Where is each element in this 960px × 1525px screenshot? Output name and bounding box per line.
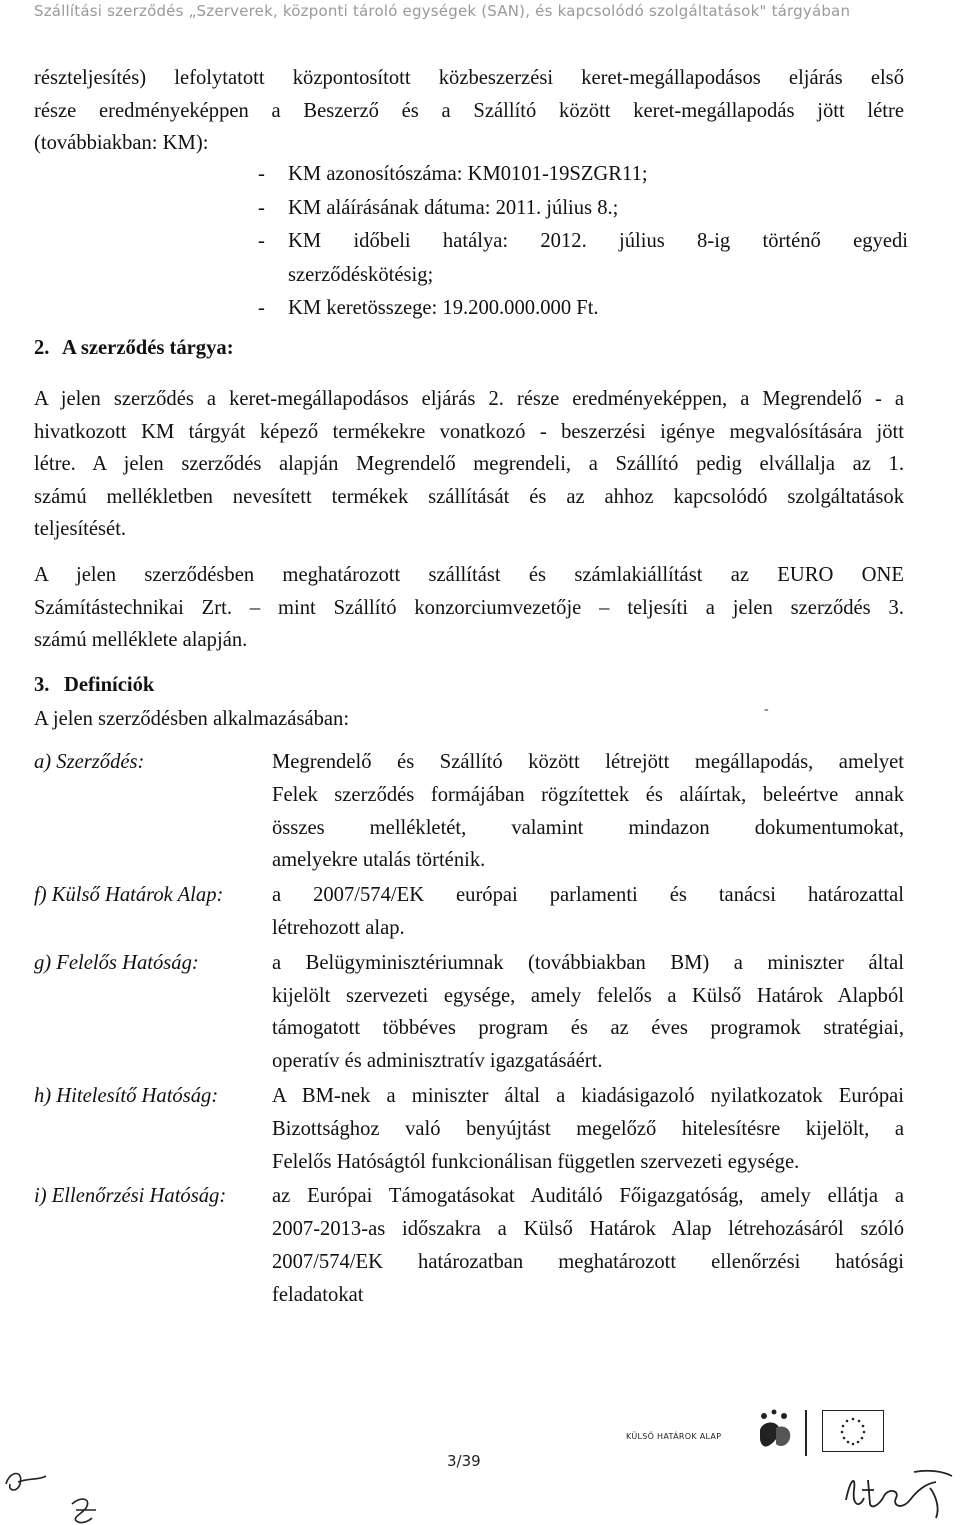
signature-right — [840, 1460, 958, 1524]
intro-paragraph — [34, 62, 904, 160]
section-title: Definíciók — [64, 674, 155, 696]
km-amount-text: KM keretösszege: 19.200.000.000 Ft. — [288, 297, 599, 319]
definition-description — [272, 947, 904, 1078]
km-validity-item — [258, 225, 908, 292]
definition-term: g) Felelős Hatóság: — [34, 951, 199, 974]
km-validity-text-cont: szerződéskötésig; — [288, 263, 434, 286]
text-line: kijelölt szervezeti egysége, amely felelős a Külső Határok Alapból — [272, 984, 904, 1007]
text-line: A BM-nek a miniszter által a kiadásigazoló nyilatkozatok Európai — [272, 1084, 904, 1107]
definition-term: h) Hitelesítő Hatóság: — [34, 1084, 219, 1107]
definition-item — [34, 947, 904, 1078]
text-line: feladatokat — [272, 1283, 364, 1306]
text-line: része eredményeképpen a Beszerző és a Szállító között keret-megállapodás jött létre — [34, 99, 904, 122]
km-sign-date-item — [258, 192, 908, 226]
definition-term: i) Ellenőrzési Hatóság: — [34, 1185, 227, 1208]
km-id-item — [258, 158, 908, 192]
fund-logo-icon — [752, 1408, 798, 1458]
text-line: létre. A jelen szerződés alapján Megrendelő megrendeli, a Szállító pedig elvállalja az 1. — [34, 453, 904, 475]
definitions-intro: A jelen szerződésben alkalmazásában: — [34, 708, 350, 730]
text-line: A jelen szerződésben meghatározott szállítást és számlakiállítást az EURO ONE — [34, 564, 904, 586]
text-line: a Belügyminisztériumnak (továbbiakban BM) a miniszter által — [272, 951, 904, 974]
definition-description — [272, 746, 904, 877]
section-3-heading — [34, 674, 154, 697]
page-header: Szállítási szerződés „Szerverek, központi tároló egységek (SAN), és kapcsolódó szolgáltatások" tárgyában — [34, 2, 851, 20]
km-details-list — [258, 158, 908, 326]
text-line: az Európai Támogatásokat Auditáló Főigazgatóság, amely ellátja a — [272, 1185, 904, 1208]
text-line: operatív és adminisztratív igazgatásáért. — [272, 1050, 603, 1073]
km-amount-item — [258, 292, 908, 326]
text-line: Felelős Hatóságtól funkcionálisan független szervezeti egysége. — [272, 1150, 800, 1173]
text-line: 2007-2013-as időszakra a Külső Határok Alap létrehozásáról szóló — [272, 1218, 904, 1241]
section-2-heading — [34, 337, 234, 360]
text-line: teljesítését. — [34, 518, 127, 540]
definition-description — [272, 1080, 904, 1178]
text-line: amelyekre utalás történik. — [272, 849, 486, 872]
stray-mark: - — [764, 702, 769, 717]
text-line: hivatkozott KM tárgyát képező termékekre vonatkozó - beszerzési igénye megvalósítására jött — [34, 420, 904, 443]
text-line: A jelen szerződés a keret-megállapodásos eljárás 2. része eredményeképpen, a Megrendelő - a — [34, 388, 904, 410]
definition-item — [34, 1080, 904, 1178]
text-line: létrehozott alap. — [272, 916, 405, 939]
signature-initials-left — [0, 1440, 120, 1525]
eu-flag-icon — [822, 1410, 884, 1452]
text-line: 2007/574/EK határozatban meghatározott ellenőrzési hatósági — [272, 1250, 904, 1273]
section-title: A szerződés tárgya: — [62, 337, 234, 359]
text-line: összes mellékletét, valamint mindazon dokumentumokat, — [272, 816, 904, 839]
section-2-paragraph-2 — [34, 559, 904, 657]
text-line: Felek szerződés formájában rögzítettek és aláírtak, beleértve annak — [272, 783, 904, 806]
page-number: 3/39 — [447, 1452, 481, 1470]
km-validity-text: - KM időbeli hatálya: 2012. július 8-ig történő egyedi — [288, 230, 908, 252]
text-line: Megrendelő és Szállító között létrejött megállapodás, amelyet — [272, 751, 904, 773]
text-line: számú melléklete alapján. — [34, 629, 248, 651]
text-line: Számítástechnikai Zrt. – mint Szállító konzorciumvezetője – teljesíti a jelen szerződés 3. — [34, 596, 904, 619]
text-line: számú mellékletben nevesített termékek szállítását és az ahhoz kapcsolódó szolgáltatások — [34, 485, 904, 508]
section-number: 3. — [34, 674, 50, 696]
text-line: a 2007/574/EK európai parlamenti és tanácsi határozattal — [272, 884, 904, 907]
section-2-paragraph-1 — [34, 383, 904, 546]
definition-description — [272, 1180, 904, 1311]
text-line: részteljesítés) lefolytatott központosított közbeszerzési keret-megállapodásos eljárás első — [34, 67, 904, 89]
definition-term: f) Külső Határok Alap: — [34, 884, 224, 907]
section-number: 2. — [34, 337, 50, 359]
definition-item — [34, 879, 904, 945]
km-id-text: KM azonosítószáma: KM0101-19SZGR11; — [288, 163, 648, 185]
definition-term: a) Szerződés: — [34, 751, 145, 773]
definition-item — [34, 1180, 904, 1311]
definitions-list — [34, 746, 904, 1314]
definition-item — [34, 746, 904, 877]
logo-divider — [805, 1410, 807, 1456]
definition-description — [272, 879, 904, 945]
fund-logo-text: KÜLSŐ HATÁROK ALAP — [626, 1432, 722, 1441]
text-line: támogatott többéves program és az éves programok stratégiai, — [272, 1017, 904, 1040]
text-line: (továbbiakban: KM): — [34, 132, 209, 154]
km-sign-date-text: KM aláírásának dátuma: 2011. július 8.; — [288, 196, 619, 219]
text-line: Bizottsághoz való benyújtást megelőző hitelesítésre kijelölt, a — [272, 1117, 904, 1140]
